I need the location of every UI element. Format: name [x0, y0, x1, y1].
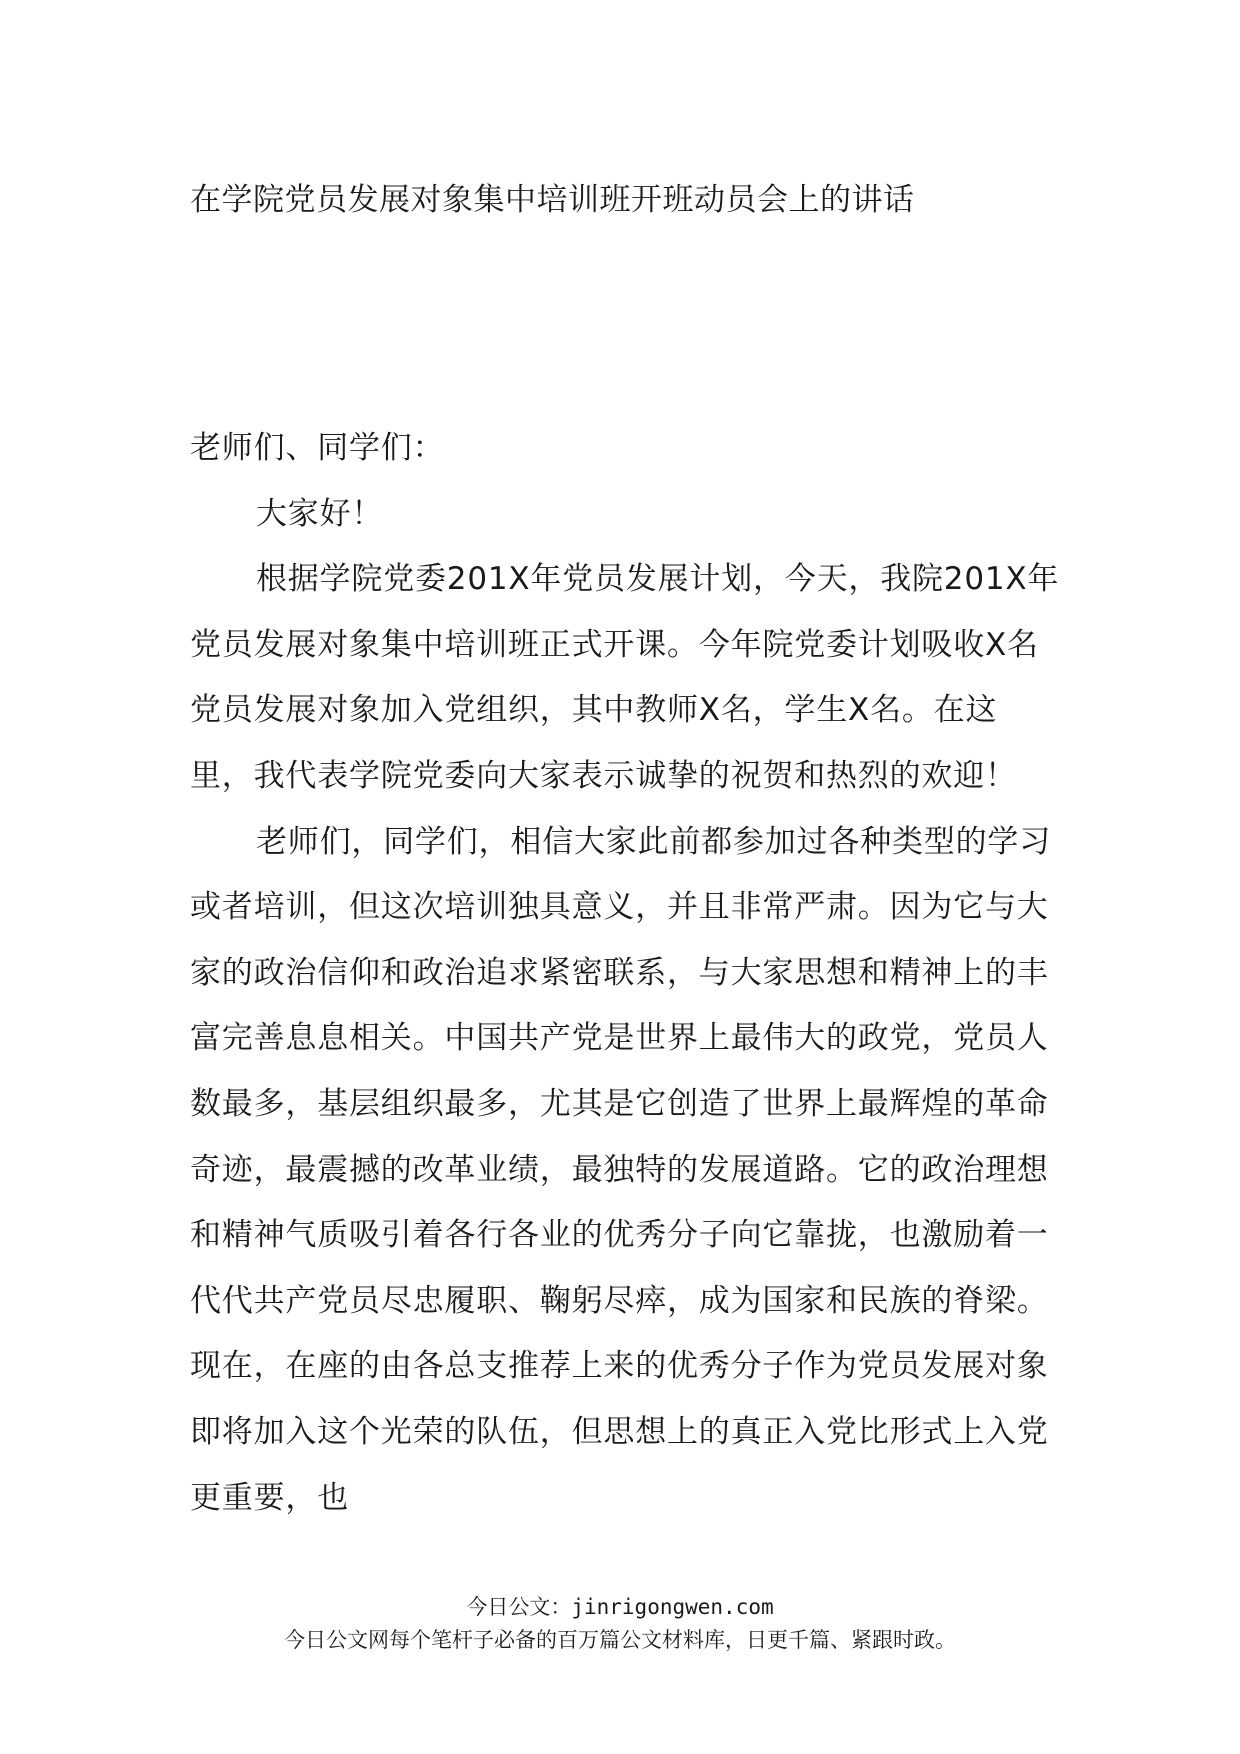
footer-slogan: 今日公文网每个笔杆子必备的百万篇公文材料库，日更千篇、紧跟时政。 — [284, 1628, 956, 1652]
salutation: 老师们、同学们： — [190, 430, 445, 466]
document-body — [190, 416, 1060, 1531]
paragraph-greeting: 大家好！ — [256, 495, 384, 532]
paragraph-significance: 老师们，同学们，相信大家此前都参加过各种类型的学习或者培训，但这次培训独具意义，并且非常严肃。因为它与大家的政治信仰和政治追求紧密联系，与大家思想和精神上的丰富完善息息相关。中国共产党是世界上最伟大的政党，党员人数最多，基层组织最多，尤其是它创造了世界上最辉煌的革命奇迹，最震撼的改革业绩，最独特的发展道路。它的政治理想和精神气质吸引着各行各业的优秀分子向它靠拢，也激励着一代代共产党员尽忠履职、鞠躬尽瘁，成为国家和民族的脊梁。现在，在座的由各总支推荐上来的优秀分子作为党员发展对象即将加入这个光荣的队伍，但思想上的真正入党比形式上入党更重要，也 — [190, 823, 1051, 1516]
document-title: 在学院党员发展对象集中培训班开班动员会上的讲话 — [190, 182, 915, 218]
page-footer — [0, 1591, 1240, 1657]
footer-url-link[interactable]: jinrigongwen.com — [571, 1595, 774, 1619]
footer-source-line — [0, 1591, 1240, 1624]
footer-label: 今日公文： — [466, 1595, 572, 1619]
paragraph-plan: 根据学院党委201X年党员发展计划，今天，我院201X年党员发展对象集中培训班正式开课。今年院党委计划吸收X名党员发展对象加入党组织，其中教师X名，学生X名。在这里，我代表学院党委向大家表示诚挚的祝贺和热烈的欢迎！ — [190, 561, 1060, 794]
